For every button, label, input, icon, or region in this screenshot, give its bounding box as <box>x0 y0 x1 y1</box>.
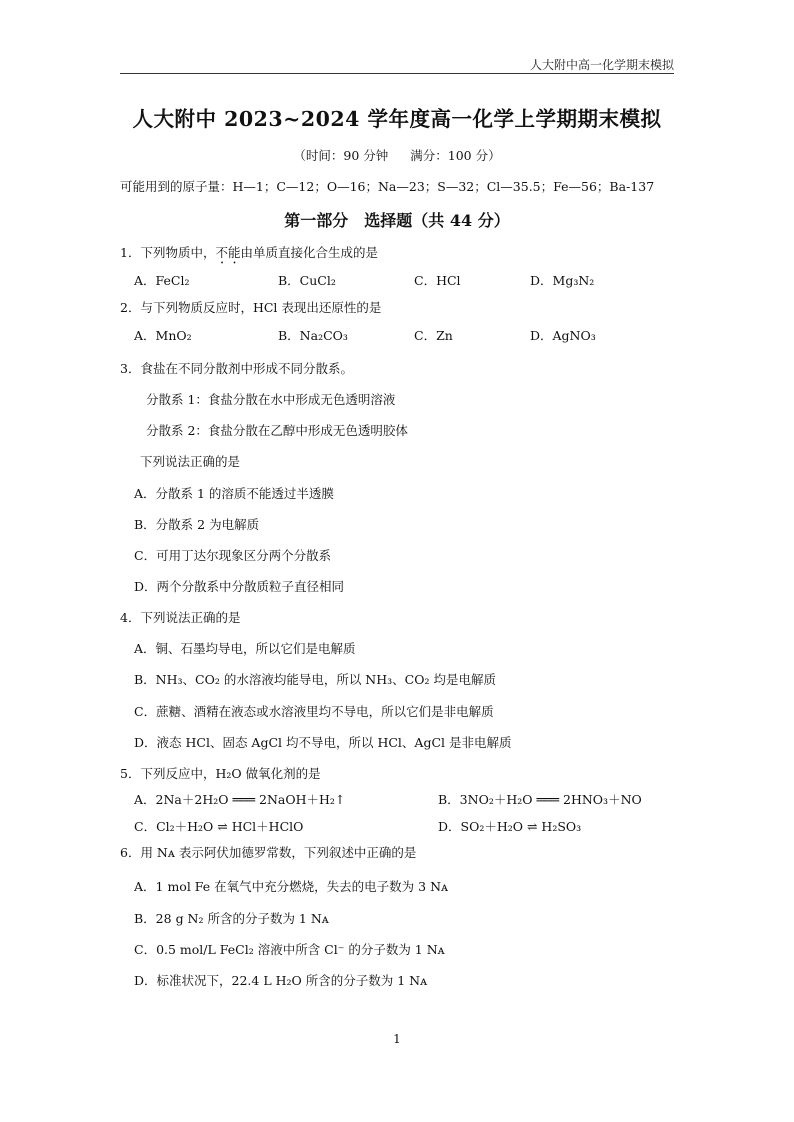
question-5-stem: 5．下列反应中，H₂O 做氧化剂的是 <box>120 766 321 781</box>
q3-option-b: B．分散系 2 为电解质 <box>134 517 260 532</box>
q2-option-a: A．MnO₂ <box>134 328 192 343</box>
q3-ask: 下列说法正确的是 <box>140 454 241 469</box>
q6-option-a: A．1 mol Fe 在氧气中充分燃烧，失去的电子数为 3 Nᴀ <box>134 879 449 894</box>
q2-option-b: B．Na₂CO₃ <box>278 328 348 343</box>
q5-option-d: D．SO₂＋H₂O ⇌ H₂SO₃ <box>438 819 582 834</box>
q5-option-b: B．3NO₂＋H₂O ═══ 2HNO₃＋NO <box>438 792 642 807</box>
q3-system-2: 分散系 2：食盐分散在乙醇中形成无色透明胶体 <box>146 423 408 438</box>
question-6-stem: 6．用 Nᴀ 表示阿伏加德罗常数，下列叙述中正确的是 <box>120 845 417 860</box>
q4-option-b: B．NH₃、CO₂ 的水溶液均能导电，所以 NH₃、CO₂ 均是电解质 <box>134 672 496 687</box>
q1-option-a: A．FeCl₂ <box>134 273 190 288</box>
q1-option-c: C．HCl <box>414 273 461 288</box>
q3-option-d: D．两个分散系中分散质粒子直径相同 <box>134 579 345 594</box>
q2-option-d: D．AgNO₃ <box>530 328 596 343</box>
time-limit: （时间：90 分钟 <box>293 148 389 163</box>
running-header: 人大附中高一化学期末模拟 <box>529 58 674 72</box>
q3-option-c: C．可用丁达尔现象区分两个分散系 <box>134 548 332 563</box>
question-4-stem: 4．下列说法正确的是 <box>120 610 241 625</box>
full-score: 满分：100 分） <box>410 148 501 163</box>
question-3-stem: 3．食盐在不同分散剂中形成不同分散系。 <box>120 361 353 376</box>
q5-option-c: C．Cl₂＋H₂O ⇌ HCl＋HClO <box>134 819 304 834</box>
q4-option-a: A．铜、石墨均导电，所以它们是电解质 <box>134 641 356 656</box>
header-rule <box>120 73 674 74</box>
exam-title: 人大附中 2023~2024 学年度高一化学上学期期末模拟 <box>132 107 662 131</box>
q4-option-c: C．蔗糖、酒精在液态或水溶液里均不导电，所以它们是非电解质 <box>134 704 494 719</box>
exam-subtitle <box>0 146 794 164</box>
emphasis-text: 不能 <box>215 245 241 260</box>
q3-option-a: A．分散系 1 的溶质不能透过半透膜 <box>134 486 334 501</box>
q4-option-d: D．液态 HCl、固态 AgCl 均不导电，所以 HCl、AgCl 是非电解质 <box>134 735 512 750</box>
q1-option-b: B．CuCl₂ <box>278 273 336 288</box>
section-title: 第一部分 选择题（共 44 分） <box>284 211 510 230</box>
page-number: 1 <box>393 1032 401 1046</box>
q6-option-d: D．标准状况下，22.4 L H₂O 所含的分子数为 1 Nᴀ <box>134 973 428 988</box>
q3-system-1: 分散系 1：食盐分散在水中形成无色透明溶液 <box>146 392 396 407</box>
atomic-masses: 可能用到的原子量：H—1；C—12；O—16；Na—23；S—32；Cl—35.5；Fe—56；Ba-137 <box>120 179 655 194</box>
q6-option-c: C．0.5 mol/L FeCl₂ 溶液中所含 Cl⁻ 的分子数为 1 Nᴀ <box>134 942 445 957</box>
question-2-stem: 2．与下列物质反应时，HCl 表现出还原性的是 <box>120 300 382 315</box>
q2-option-c: C．Zn <box>414 328 453 343</box>
q5-option-a: A．2Na＋2H₂O ═══ 2NaOH＋H₂↑ <box>134 792 346 807</box>
q6-option-b: B．28 g N₂ 所含的分子数为 1 Nᴀ <box>134 911 329 926</box>
question-1-stem: 1．下列物质中，不能由单质直接化合生成的是 <box>120 245 378 260</box>
q1-option-d: D．Mg₃N₂ <box>530 273 595 288</box>
